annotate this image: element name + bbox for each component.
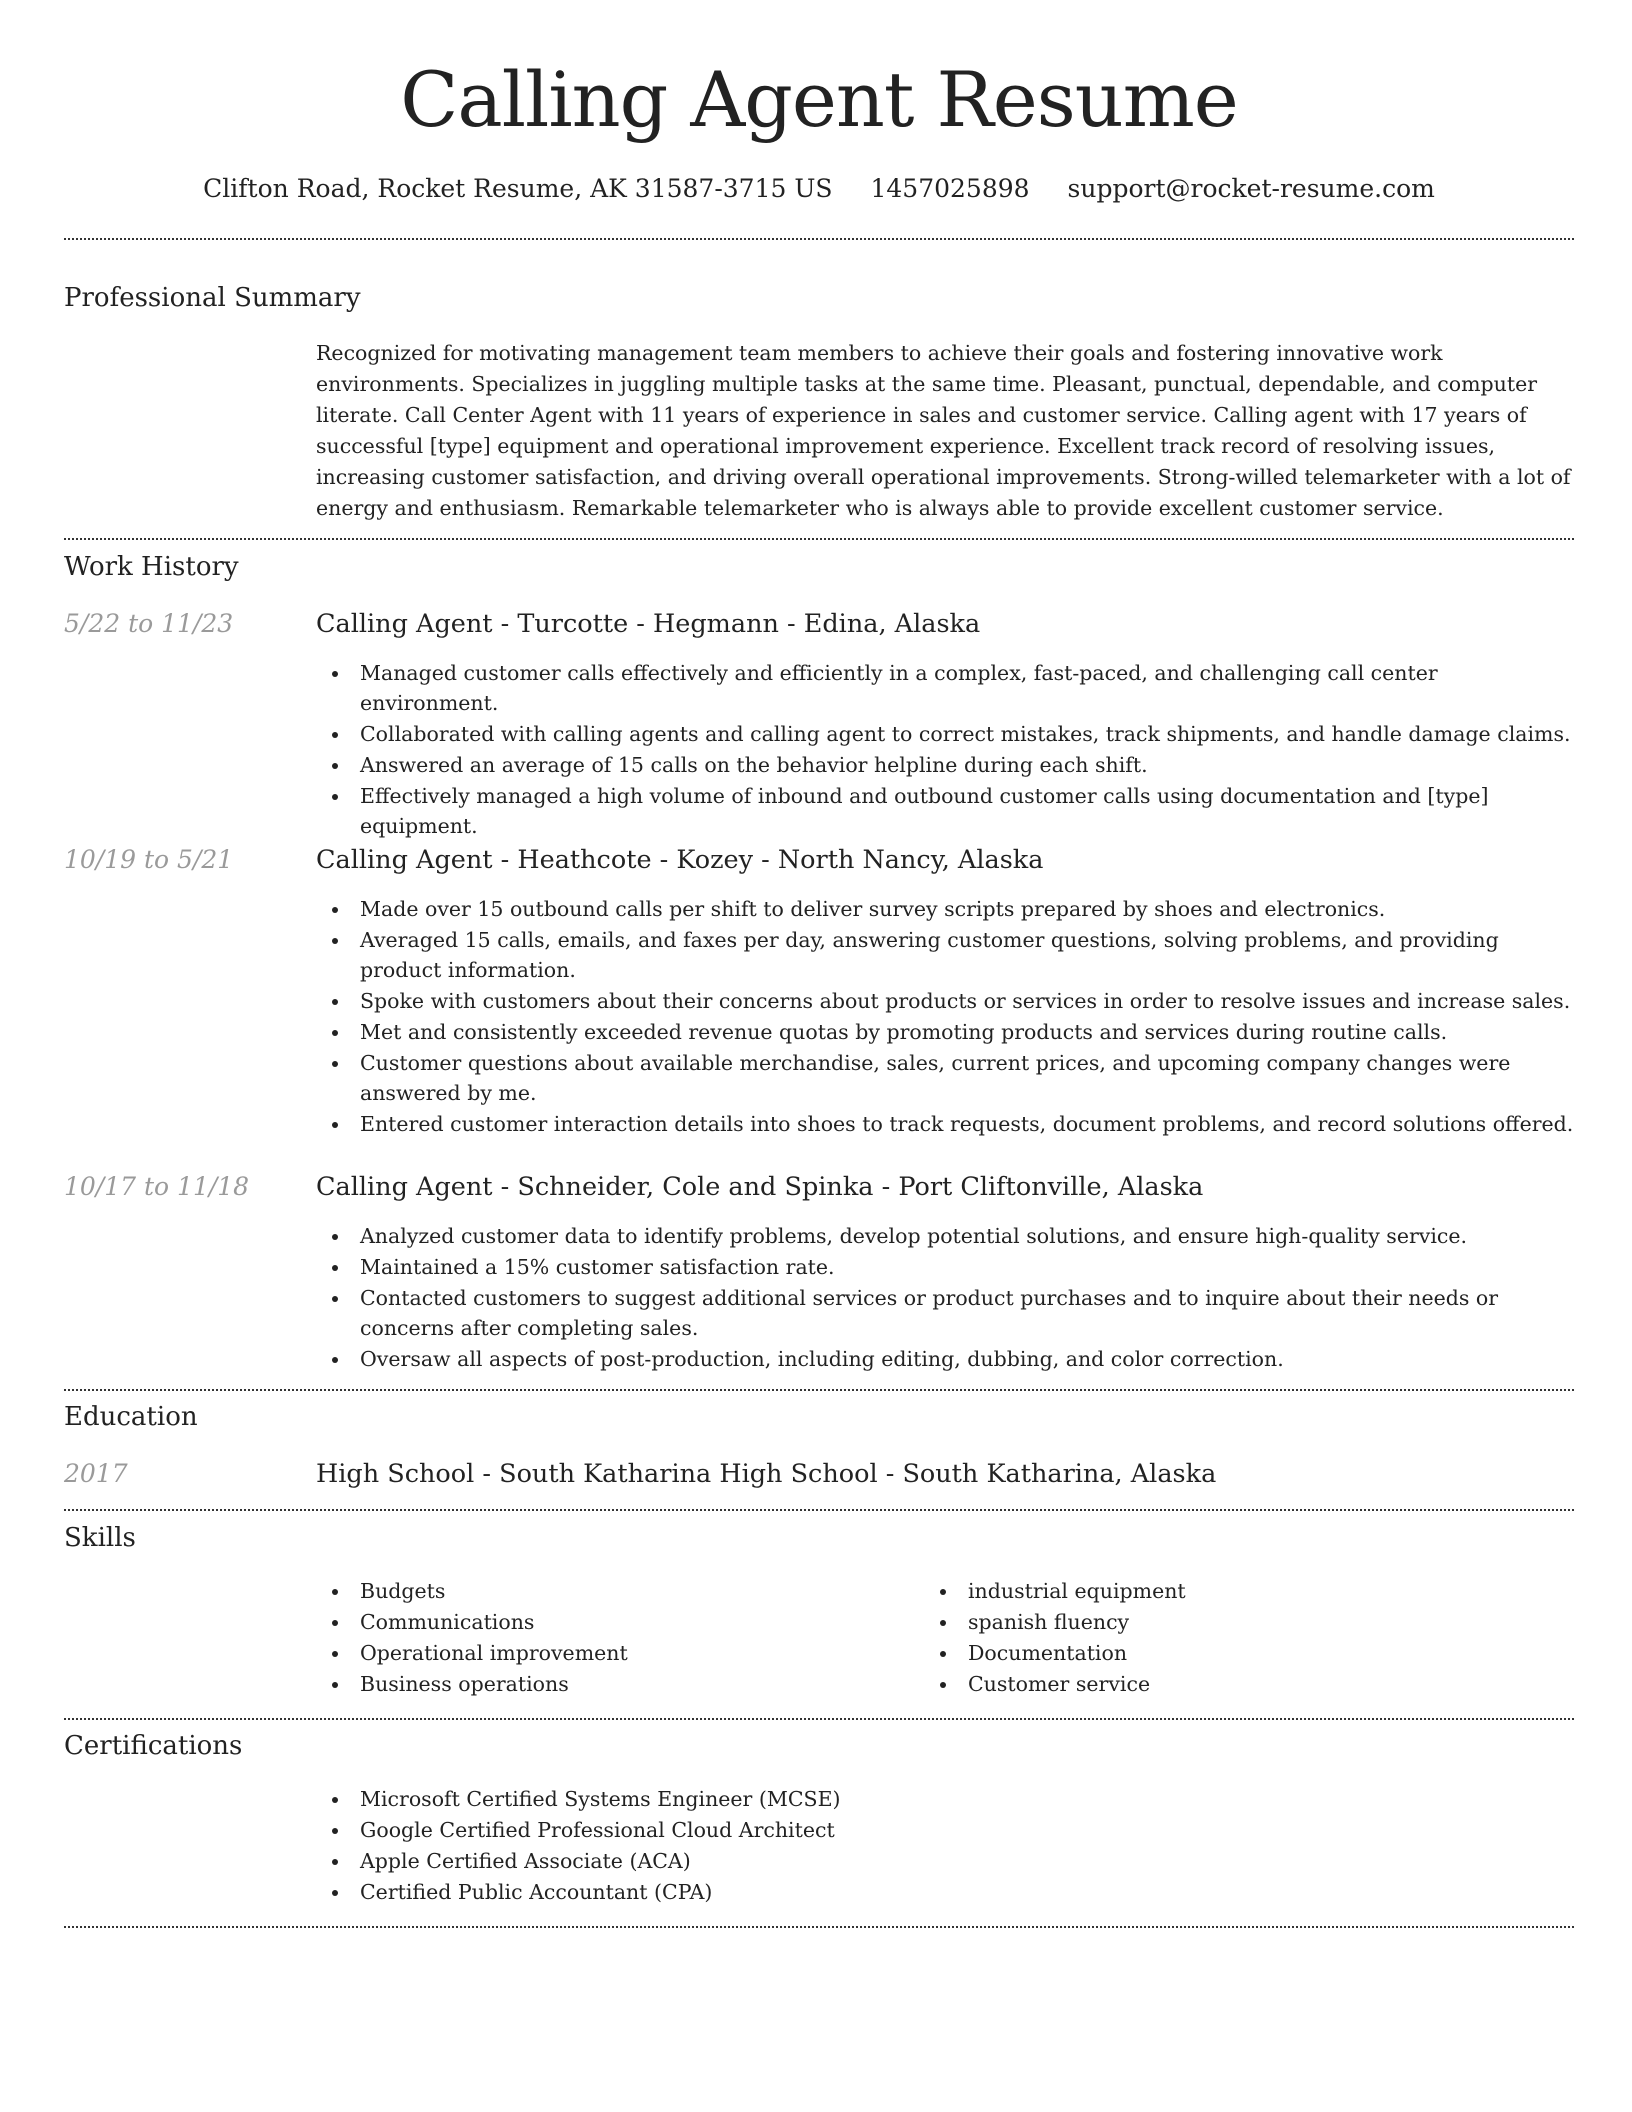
section-divider [64, 1926, 1574, 1928]
list-item: Customer service [924, 1669, 1524, 1699]
list-item: Oversaw all aspects of post-production, including editing, dubbing, and color correction. [316, 1344, 1574, 1374]
list-item: Contacted customers to suggest additional services or product purchases and to inquire about their needs or concerns after completing sales. [316, 1283, 1574, 1343]
list-item: Effectively managed a high volume of inbound and outbound customer calls using documentation and [type] equipment. [316, 781, 1574, 841]
contact-address: Clifton Road, Rocket Resume, AK 31587-3715 US [203, 174, 833, 203]
list-item: Averaged 15 calls, emails, and faxes per day, answering customer questions, solving problems, and providing product information. [316, 925, 1574, 985]
list-item: industrial equipment [924, 1576, 1524, 1606]
list-item: Analyzed customer data to identify problems, develop potential solutions, and ensure high-quality service. [316, 1221, 1574, 1251]
summary-text: Recognized for motivating management team members to achieve their goals and fostering innovative work environments. Specializes in juggling multiple tasks at the same time. Pleasant, punctual, dependable, and computer literate. Call Center Agent with 11 years of experience in sales and customer service. Calling agent with 17 years of successful [type] equipment and operational improvement experience. Excellent track record of resolving issues, increasing customer satisfaction, and driving overall operational improvements. Strong-willed telemarketer with a lot of energy and enthusiasm. Remarkable telemarketer who is always able to provide excellent customer service. [316, 341, 1571, 520]
job-dates: 10/19 to 5/21 [64, 845, 234, 874]
list-item: Communications [316, 1607, 916, 1637]
list-item: Google Certified Professional Cloud Architect [316, 1815, 1574, 1845]
section-divider [64, 1509, 1574, 1511]
certifications-heading: Certifications [64, 1731, 243, 1761]
job-bullets [316, 658, 1574, 842]
list-item: Budgets [316, 1576, 916, 1606]
skills-list-left [316, 1576, 916, 1700]
list-item: Maintained a 15% customer satisfaction rate. [316, 1252, 1574, 1282]
summary-heading: Professional Summary [64, 283, 361, 313]
list-item: Documentation [924, 1638, 1524, 1668]
job-bullets [316, 1221, 1574, 1375]
list-item: Business operations [316, 1669, 916, 1699]
contact-email: support@rocket-resume.com [1067, 174, 1435, 203]
work-history-heading: Work History [64, 552, 239, 582]
list-item: Made over 15 outbound calls per shift to deliver survey scripts prepared by shoes and electronics. [316, 894, 1574, 924]
section-divider [64, 238, 1574, 240]
education-year: 2017 [64, 1459, 128, 1488]
resume-title: Calling Agent Resume [400, 55, 1238, 144]
job-title: Calling Agent - Heathcote - Kozey - North Nancy, Alaska [316, 845, 1044, 875]
job-title: Calling Agent - Turcotte - Hegmann - Edina, Alaska [316, 609, 981, 639]
certifications-list [316, 1784, 1574, 1908]
skills-heading: Skills [64, 1523, 136, 1553]
job-dates: 5/22 to 11/23 [64, 609, 234, 638]
list-item: Met and consistently exceeded revenue quotas by promoting products and services during routine calls. [316, 1017, 1574, 1047]
skills-list-right [924, 1576, 1524, 1700]
list-item: Answered an average of 15 calls on the behavior helpline during each shift. [316, 750, 1574, 780]
education-heading: Education [64, 1402, 198, 1432]
list-item: Entered customer interaction details into shoes to track requests, document problems, and record solutions offered. [316, 1109, 1574, 1139]
section-divider [64, 538, 1574, 540]
section-divider [64, 1389, 1574, 1391]
section-divider [64, 1718, 1574, 1720]
list-item: Collaborated with calling agents and calling agent to correct mistakes, track shipments, and handle damage claims. [316, 719, 1574, 749]
list-item: spanish fluency [924, 1607, 1524, 1637]
job-title: Calling Agent - Schneider, Cole and Spinka - Port Cliftonville, Alaska [316, 1172, 1204, 1202]
list-item: Customer questions about available merchandise, sales, current prices, and upcoming company changes were answered by me. [316, 1048, 1574, 1108]
list-item: Operational improvement [316, 1638, 916, 1668]
list-item: Managed customer calls effectively and efficiently in a complex, fast-paced, and challenging call center environment. [316, 658, 1574, 718]
job-dates: 10/17 to 11/18 [64, 1172, 250, 1201]
list-item: Apple Certified Associate (ACA) [316, 1846, 1574, 1876]
list-item: Spoke with customers about their concerns about products or services in order to resolve issues and increase sales. [316, 986, 1574, 1016]
job-bullets [316, 894, 1574, 1140]
contact-phone: 1457025898 [870, 174, 1030, 203]
list-item: Microsoft Certified Systems Engineer (MCSE) [316, 1784, 1574, 1814]
contact-line [64, 172, 1574, 206]
resume-page [64, 0, 1574, 2112]
list-item: Certified Public Accountant (CPA) [316, 1877, 1574, 1907]
education-entry: High School - South Katharina High School - South Katharina, Alaska [316, 1459, 1217, 1489]
